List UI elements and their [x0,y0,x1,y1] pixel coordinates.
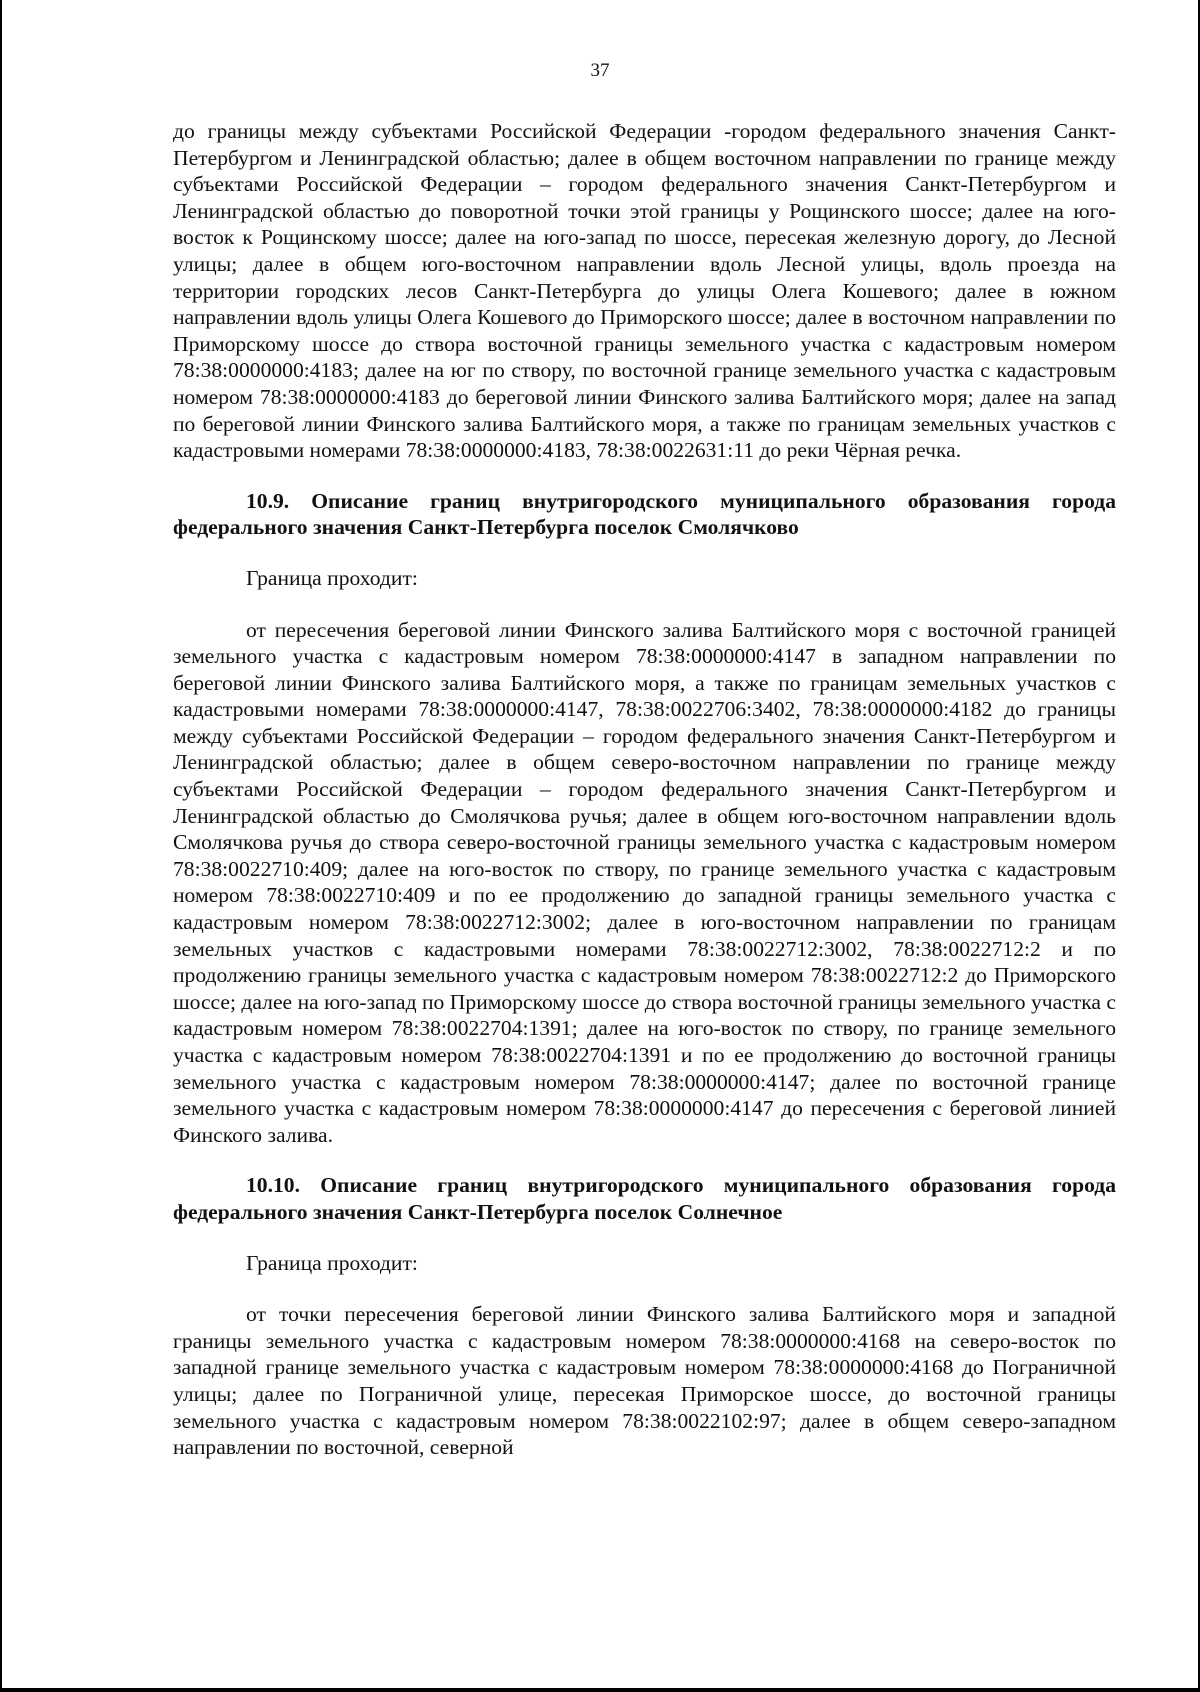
section-lead-10-9: Граница проходит: [246,565,418,590]
page-number: 37 [590,60,610,81]
section-body-10-9: от пересечения береговой линии Финского залива Балтийского моря с восточной границей земельного участка с кадастровым номером 78:38:0000000:4147 в западном направлении по береговой линии Финского залива Балтийского моря, а также по границам земельных участков с кадастровыми номерами 78:38:0000000:4147, 78:38:0022706:3402, 78:38:0000000:4182 до границы между субъектами Российской Федерации – городом федерального значения Санкт-Петербургом и Ленинградской областью; далее в общем северо-восточном направлении по границе между субъектами Российской Федерации – городом федерального значения Санкт-Петербургом и Ленинградской областью до Смолячкова ручья; далее в общем юго-восточном направлении вдоль Смолячкова ручья до створа северо-восточной границы земельного участка с кадастровым номером 78:38:0022710:409; далее на юго-восток по створу, по границе земельного участка с кадастровым номером 78:38:0022710:409 и по ее продолжению до западной границы земельного участка с кадастровым номером 78:38:0022712:3002; далее в юго-восточном направлении по границам земельных участков с кадастровыми номерами 78:38:0022712:3002, 78:38:0022712:2 и по продолжению границы земельного участка с кадастровым номером 78:38:0022712:2 до Приморского шоссе; далее на юго-запад по Приморскому шоссе до створа восточной границы земельного участка с кадастровым номером 78:38:0022704:1391; далее на юго-восток по створу, по границе земельного участка с кадастровым номером 78:38:0022704:1391 и по ее продолжению до восточной границы земельного участка с кадастровым номером 78:38:0000000:4147; далее по восточной границе земельного участка с кадастровым номером 78:38:0000000:4147 до пересечения с береговой линией Финского залива. [173,617,1116,1147]
section-body-10-10: от точки пересечения береговой линии Финского залива Балтийского моря и западной границы земельного участка с кадастровым номером 78:38:0000000:4168 на северо-восток по западной границе земельного участка с кадастровым номером 78:38:0000000:4168 до Пограничной улицы; далее по Пограничной улице, пересекая Приморское шоссе, до восточной границы земельного участка с кадастровым номером 78:38:0022102:97; далее в общем северо-западном направлении по восточной, северной [173,1302,1116,1460]
document-body [173,118,1116,1461]
opening-paragraph: до границы между субъектами Российской Федерации -городом федерального значения Санкт-Петербургом и Ленинградской областью; далее в общем восточном направлении по границе между субъектами Российской Федерации – городом федерального значения Санкт-Петербургом и Ленинградской областью до поворотной точки этой границы у Рощинского шоссе; далее на юго-восток к Рощинскому шоссе; далее на юго-запад по шоссе, пересекая железную дорогу, до Лесной улицы; далее в общем юго-восточном направлении вдоль Лесной улицы, вдоль проезда на территории городских лесов Санкт-Петербурга до улицы Олега Кошевого; далее в южном направлении вдоль улицы Олега Кошевого до Приморского шоссе; далее в восточном направлении по Приморскому шоссе до створа восточной границы земельного участка с кадастровым номером 78:38:0000000:4183; далее на юг по створу, по восточной границе земельного участка с кадастровым номером 78:38:0000000:4183 до береговой линии Финского залива Балтийского моря; далее на запад по береговой линии Финского залива Балтийского моря, а также по границам земельных участков с кадастровыми номерами 78:38:0000000:4183, 78:38:0022631:11 до реки Чёрная речка. [173,119,1116,463]
section-heading-10-9: 10.9. Описание границ внутригородского муниципального образования города федерального значения Санкт-Петербурга поселок Смолячково [173,488,1116,540]
scan-edge-bottom [0,1688,1200,1692]
section-heading-10-10: 10.10. Описание границ внутригородского муниципального образования города федерального значения Санкт-Петербурга поселок Солнечное [173,1173,1116,1224]
section-lead-10-10: Граница проходит: [246,1250,418,1275]
scan-edge-left [0,0,2,1692]
